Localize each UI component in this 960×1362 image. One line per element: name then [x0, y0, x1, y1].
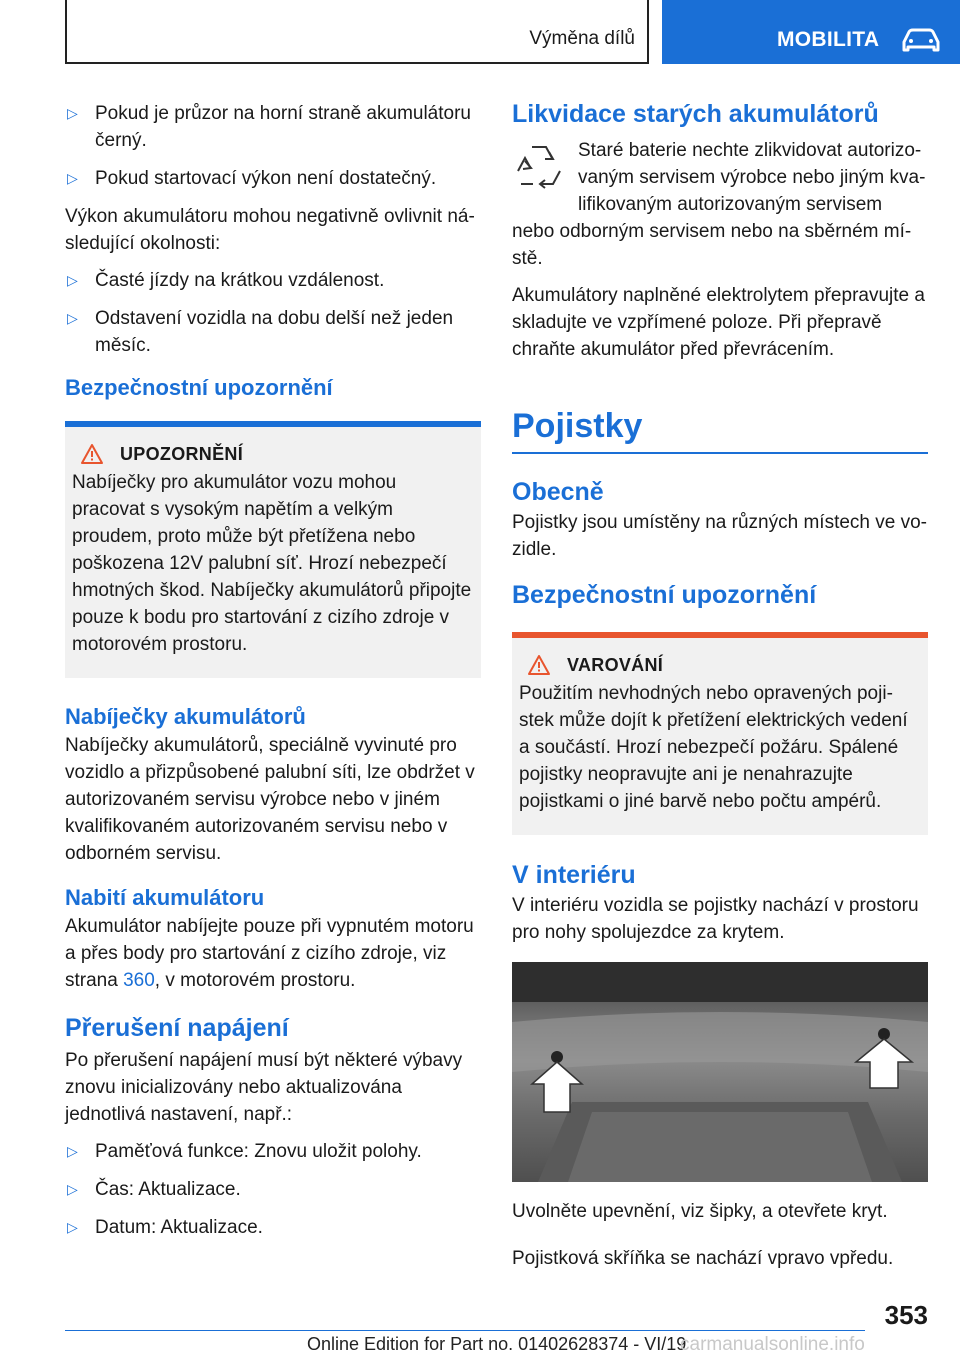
warning-text: Nabíječky pro akumulátor vozu mohou pracovat s vysokým napětím a velkým proudem, proto může být přetížena nebo poškozena 12V palubní síť. Hrozí nebezpečí hmotných škod. Nabíječky akumulátorů připojte pouze k bodu pro startování z cizího zdroje v motorovém prostoru.	[72, 472, 472, 655]
list-item: ▷ Datum: Aktualizace.	[67, 1217, 263, 1238]
warning-icon	[80, 443, 104, 465]
page-link[interactable]: 360	[123, 970, 155, 991]
list-item: ▷ Odstavení vozidla na dobu delší než jeden měsíc.	[67, 308, 454, 356]
paragraph: Staré baterie nechte zlikvidovat autorizovaným servisem výrobce nebo jiným kvalifikovaným autorizovaným servisem nebo odborným servisem nebo na sběrném místě.	[512, 140, 926, 269]
paragraph: Akumulátory naplněné elektrolytem přepravujte a skladujte ve vzpřímené poloze. Při přepravě chraňte akumulátor před převrácením.	[512, 285, 925, 360]
footer-rule	[65, 1330, 865, 1331]
warning-icon	[527, 654, 551, 676]
section-heading: Nabíječky akumulátorů	[65, 704, 306, 729]
warning-title: UPOZORNĚNÍ	[120, 443, 244, 464]
photo-illustration	[512, 962, 928, 1182]
section-heading: Obecně	[512, 478, 604, 506]
section-heading: Bezpečnostní upozornění	[512, 581, 817, 609]
recycle-icon	[512, 141, 566, 193]
footer-edition: Online Edition for Part no. 01402628374 - VI/19	[307, 1334, 687, 1354]
chapter-rule	[512, 452, 928, 454]
section-heading: Nabití akumulátoru	[65, 885, 265, 910]
list-item: ▷ Časté jízdy na krátkou vzdálenost.	[67, 270, 385, 291]
paragraph: Pojistková skříňka se nachází vpravo vpředu.	[512, 1248, 894, 1269]
paragraph: Výkon akumulátoru mohou negativně ovlivnit následující okolnosti:	[65, 206, 475, 254]
header-section-title: Výměna dílů	[529, 28, 635, 49]
warning-box	[512, 632, 928, 835]
warning-title: VAROVÁNÍ	[567, 654, 664, 675]
list-item: ▷ Paměťová funkce: Znovu uložit polohy.	[67, 1141, 422, 1162]
right-column	[512, 100, 928, 1282]
section-heading: V interiéru	[512, 861, 636, 889]
header-category-label: MOBILITA	[777, 28, 880, 51]
page-number: 353	[884, 1300, 928, 1330]
car-icon	[900, 26, 942, 54]
header-category-box	[662, 0, 960, 64]
left-column	[65, 100, 481, 1252]
paragraph: Akumulátor nabíjejte pouze při vypnutém motoru a přes body pro startování z cizího zdroje, viz strana 360, v motorovém prostoru.	[65, 916, 474, 991]
paragraph: Pojistky jsou umístěny na různých místech ve vozidle.	[512, 512, 927, 560]
list-item: ▷ Pokud je průzor na horní straně akumulátoru černý.	[67, 103, 471, 151]
paragraph: Uvolněte upevnění, viz šipky, a otevřete kryt.	[512, 1201, 888, 1222]
watermark: carmanualsonline.info	[680, 1334, 865, 1355]
section-heading: Přerušení napájení	[65, 1014, 289, 1042]
paragraph: V interiéru vozidla se pojistky nachází v prostoru pro nohy spolujezdce za krytem.	[512, 895, 919, 943]
disposal-block	[512, 137, 928, 272]
list-item: ▷ Čas: Aktualizace.	[67, 1179, 241, 1200]
header-section-box	[65, 0, 649, 64]
paragraph: Po přerušení napájení musí být některé výbavy znovu inicializovány nebo aktualizována jednotlivá nastavení, např.:	[65, 1050, 463, 1125]
chapter-heading: Pojistky	[512, 407, 643, 445]
warning-box	[65, 421, 481, 678]
section-heading: Likvidace starých akumulátorů	[512, 100, 879, 128]
warning-text: Použitím nevhodných nebo opravených pojistek může dojít k přetížení elektrických vedení a součástí. Hrozí nebezpečí požáru. Spálené pojistky neopravujte ani je nenahrazujte pojistkami o jiné barvě nebo počtu ampérů.	[519, 683, 908, 812]
section-heading: Bezpečnostní upozornění	[65, 375, 333, 400]
fuse-cover-photo	[512, 962, 928, 1182]
paragraph: Nabíječky akumulátorů, speciálně vyvinuté pro vozidlo a přizpůsobené palubní síti, lze obdržet v autorizovaném servisu výrobce nebo v jiném kvalifikovaném autorizovaném servisu nebo v odborném servisu.	[65, 735, 475, 864]
list-item: ▷ Pokud startovací výkon není dostatečný.	[67, 168, 437, 189]
